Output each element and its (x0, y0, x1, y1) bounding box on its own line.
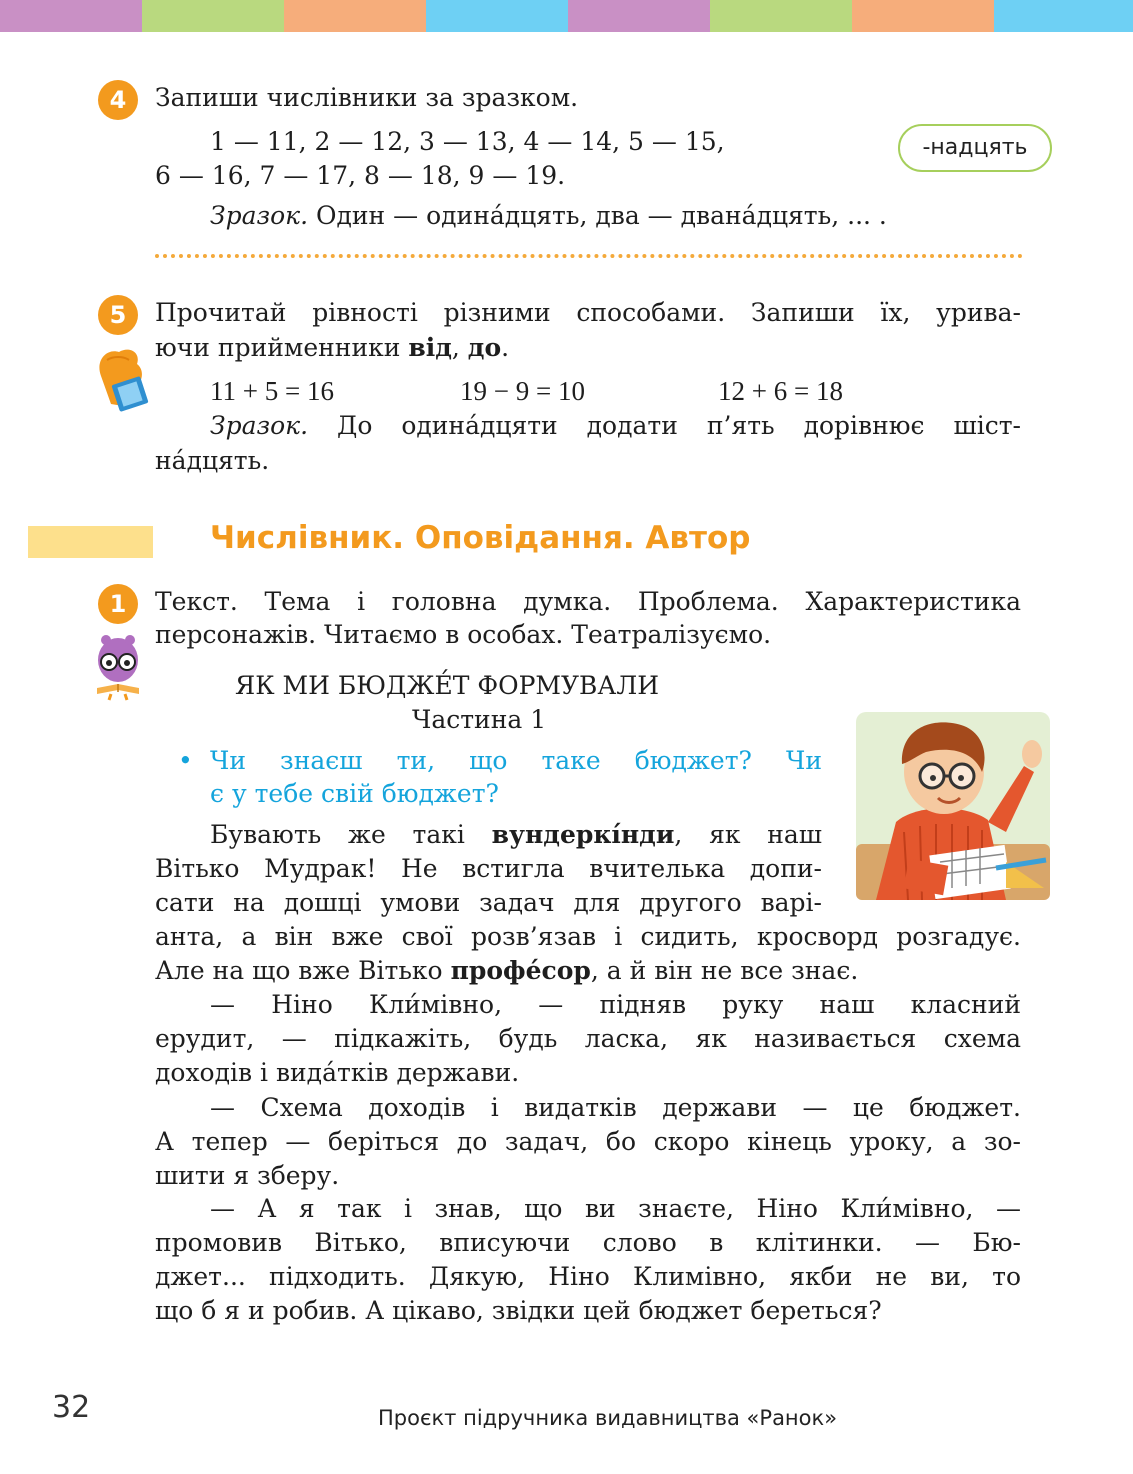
suffix-tag: -надцять (898, 124, 1052, 172)
stripe-4 (426, 0, 568, 32)
section-marker-bar (28, 526, 153, 558)
task-5-period: . (501, 333, 510, 362)
story-p3-line-3: шити я зберу. (155, 1161, 340, 1190)
stripe-5 (568, 0, 710, 32)
equation-2: 19 − 9 = 10 (460, 376, 585, 406)
task-5-sample (210, 409, 1021, 443)
task-5-instruction-line-1: Прочитай рівності різними способами. Запиши їх, урива- (155, 298, 1021, 327)
preposition-do: до (467, 333, 502, 362)
footer-text: Проєкт підручника видавництва «Ранок» (378, 1406, 838, 1430)
story-p4-line-4: що б я и робив. А цікаво, звідки цей бюджет береться? (155, 1296, 882, 1325)
task-4-sample-text: Один — одина́дцять, два — двана́дцять, ... . (316, 201, 887, 230)
equation-3: 12 + 6 = 18 (718, 376, 843, 406)
story-title: ЯК МИ БЮДЖЕ́Т ФОРМУВАЛИ (235, 671, 660, 700)
stripe-7 (852, 0, 994, 32)
task-5-badge: 5 (98, 295, 138, 335)
task-4-numbers-line-1: 1 — 11, 2 — 12, 3 — 13, 4 — 14, 5 — 15, (210, 127, 725, 156)
story-p2-line-1: — Ніно Кли́мівно, — підняв руку наш класний (210, 990, 1021, 1019)
task-4-numbers-line-2: 6 — 16, 7 — 17, 8 — 18, 9 — 19. (155, 161, 566, 190)
section-title: Числівник. Оповідання. Автор (210, 520, 751, 556)
story-p4-line-2: промовив Вітько, вписуючи слово в клітинки. — Бю- (155, 1228, 1021, 1257)
stripe-6 (710, 0, 852, 32)
task-5-line-2-text: ючи прийменники (155, 333, 409, 362)
story-p3-line-1: — Схема доходів і видатків держави — це бюджет. (210, 1093, 1021, 1122)
task-4-sample-label: Зразок. (210, 201, 309, 230)
preposition-vid: від (408, 333, 452, 362)
story-p4-line-1: — А я так і знав, що ви знаєте, Ніно Кли́мівно, — (210, 1194, 1021, 1223)
story-p1-l1-pre: Бувають же такі (210, 820, 492, 849)
equation-1: 11 + 5 = 16 (210, 376, 334, 406)
task-4-sample (210, 199, 887, 233)
page-number: 32 (52, 1390, 91, 1425)
story-p1-l1-post: , як наш (674, 820, 822, 849)
stripe-1 (0, 0, 142, 32)
task-5-instruction-line-2 (155, 331, 509, 365)
question-line-2: є у тебе свій бюджет? (210, 779, 499, 808)
task-1-intro-line-1: Текст. Тема і головна думка. Проблема. Характеристика (155, 587, 1021, 616)
task-5-sample-text: До одина́дцяти додати п’ять дорівнює шіст- (337, 411, 1022, 440)
story-p1-line-4: анта, а він вже свої розв’язав і сидить, кросворд розгадує. (155, 922, 1021, 951)
task-1-intro-line-2: персонажів. Читаємо в особах. Театралізуємо. (155, 620, 772, 649)
question-bullet: • (178, 746, 193, 775)
task-5-sample-label: Зразок. (210, 411, 309, 440)
owl-reading-icon (93, 632, 143, 702)
task-5-comma: , (451, 333, 468, 362)
task-4-badge: 4 (98, 80, 138, 120)
story-p3-line-2: А тепер — беріться до задач, бо скоро кінець уроку, а зо- (155, 1127, 1021, 1156)
story-p1-line-1 (210, 818, 822, 852)
word-profesor: профе́сор (450, 956, 591, 985)
task-5-sample-continuation: на́дцять. (155, 446, 270, 475)
boy-illustration (856, 712, 1050, 900)
stripe-2 (142, 0, 284, 32)
stripe-8 (994, 0, 1133, 32)
task-1-badge: 1 (98, 584, 138, 624)
story-p1-line-5 (155, 954, 858, 988)
story-p1-l5-pre: Але на що вже Вітько (155, 956, 451, 985)
question-line-1: Чи знаєш ти, що таке бюджет? Чи (210, 746, 822, 775)
task-4-title: Запиши числівники за зразком. (155, 83, 579, 112)
story-p2-line-2: ерудит, — підкажіть, будь ласка, як називається схема (155, 1024, 1021, 1053)
hand-with-book-icon (93, 346, 155, 414)
story-p1-line-3: сати на дошці умови задач для другого варі- (155, 888, 822, 917)
stripe-3 (284, 0, 426, 32)
word-vunderkindy: вундеркі́нди (491, 820, 675, 849)
story-p2-line-3: доходів і вида́тків держави. (155, 1058, 520, 1087)
story-p1-l5-post: , а й він не все знає. (590, 956, 859, 985)
story-p4-line-3: джет... підходить. Дякую, Ніно Климівно, якби не ви, то (155, 1262, 1021, 1291)
story-part: Частина 1 (412, 705, 547, 734)
story-p1-line-2: Вітько Мудрак! Не встигла вчителька допи- (155, 854, 822, 883)
dotted-divider (155, 254, 1023, 258)
